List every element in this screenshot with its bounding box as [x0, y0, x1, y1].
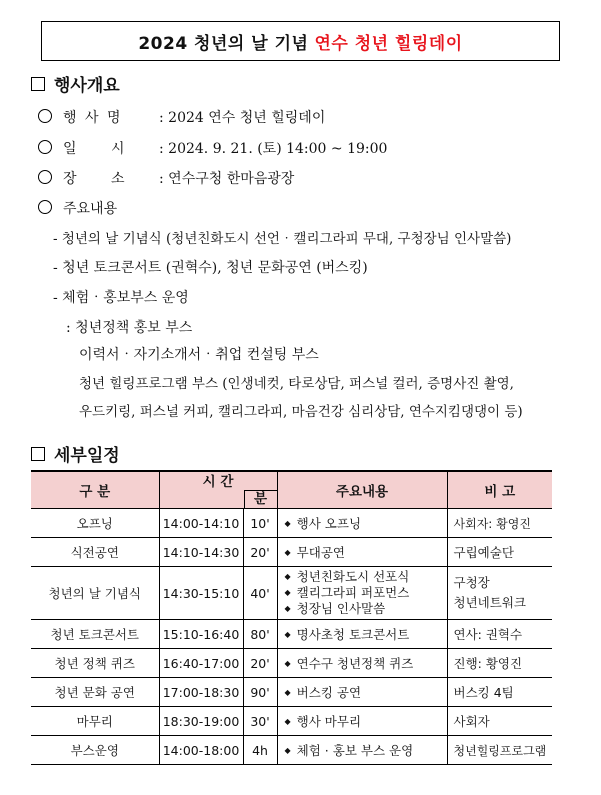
schedule-header-row: [31, 471, 552, 509]
cell-note: [447, 509, 552, 538]
overview-item-content: [38, 198, 117, 218]
cell-minutes: 80': [243, 620, 277, 649]
cell-time: 16:40-17:00: [159, 649, 243, 678]
col-header-minutes: 분: [244, 490, 277, 508]
table-row: [31, 509, 552, 538]
cell-category: 청년 문화 공연: [31, 678, 159, 707]
cell-minutes: 10': [243, 509, 277, 538]
schedule-body: [31, 509, 552, 765]
cell-note: [447, 707, 552, 736]
cell-time: 17:00-18:30: [159, 678, 243, 707]
cell-category: 청년의 날 기념식: [31, 567, 159, 620]
note-line: 연사: 권혁수: [453, 627, 523, 642]
overview-value: : 2024 연수 청년 힐링데이: [159, 110, 326, 126]
circle-bullet-icon: [38, 140, 52, 154]
cell-note: [447, 567, 552, 620]
cell-note: [447, 538, 552, 567]
cell-note: [447, 620, 552, 649]
note-line: 버스킹 4팀: [453, 685, 514, 700]
title-accent: 연수 청년 힐링데이: [314, 33, 463, 54]
cell-category: 식전공연: [31, 538, 159, 567]
col-header-content: 주요내용: [277, 471, 447, 509]
overview-label: 행 사 명: [63, 110, 123, 126]
table-row: [31, 567, 552, 620]
overview-label: 장 소: [63, 171, 125, 187]
content-bullet: ◆ 청년친화도시 선포식: [285, 569, 447, 585]
cell-content: [277, 509, 447, 538]
circle-bullet-icon: [38, 200, 52, 214]
booth-line-healing-cont: 우드키링, 퍼스널 커피, 캘리그라피, 마음건강 심리상담, 연수지킴댕댕이 등): [79, 404, 523, 420]
section-schedule-title: 세부일정: [54, 446, 120, 466]
cell-content: [277, 736, 447, 765]
note-line: 구립예술단: [453, 545, 514, 560]
table-row: [31, 538, 552, 567]
table-row: [31, 678, 552, 707]
cell-time: 18:30-19:00: [159, 707, 243, 736]
note-line: 사회자: 황영진: [453, 516, 531, 531]
cell-note: [447, 736, 552, 765]
circle-bullet-icon: [38, 170, 52, 184]
cell-note: [447, 649, 552, 678]
note-line: 사회자: [453, 714, 490, 729]
cell-time: 14:00-18:00: [159, 736, 243, 765]
cell-time: 14:30-15:10: [159, 567, 243, 620]
content-bullet: ◆ 행사 오프닝: [285, 514, 447, 532]
cell-minutes: 20': [243, 538, 277, 567]
col-header-time: [159, 471, 277, 509]
booth-line-healing: 청년 힐링프로그램 부스 (인생네컷, 타로상담, 퍼스널 컬러, 증명사진 촬영,: [79, 376, 514, 392]
cell-content: [277, 567, 447, 620]
cell-minutes: 20': [243, 649, 277, 678]
overview-label: 주요내용: [63, 201, 118, 217]
cell-category: 청년 정책 퀴즈: [31, 649, 159, 678]
cell-category: 부스운영: [31, 736, 159, 765]
document-title: [41, 21, 560, 61]
section-overview-heading: [31, 71, 120, 96]
overview-value: : 연수구청 한마음광장: [159, 171, 295, 187]
section-overview-title: 행사개요: [54, 76, 120, 96]
content-bullet: ◆ 버스킹 공연: [285, 683, 447, 701]
content-bullet: ◆ 체험 · 홍보 부스 운영: [285, 741, 447, 759]
cell-content: [277, 538, 447, 567]
cell-category: 오프닝: [31, 509, 159, 538]
content-bullet: ◆ 캘리그라피 퍼포먼스: [285, 585, 447, 601]
note-line: 청년네트워크: [453, 595, 526, 610]
schedule-table: [31, 470, 552, 765]
cell-minutes: 90': [243, 678, 277, 707]
booth-line-career: 이력서‧자기소개서‧취업 컨설팅 부스: [79, 347, 319, 363]
table-row: [31, 620, 552, 649]
content-dash-ceremony: - 청년의 날 기념식 (청년친화도시 선언‧캘리그라피 무대, 구청장님 인사말씀): [53, 231, 512, 247]
cell-minutes: 40': [243, 567, 277, 620]
cell-time: 15:10-16:40: [159, 620, 243, 649]
overview-item-place: [38, 168, 294, 188]
circle-bullet-icon: [38, 109, 52, 123]
checkbox-square-icon: [31, 447, 45, 461]
cell-content: [277, 620, 447, 649]
content-dash-booth: - 체험‧홍보부스 운영: [53, 290, 189, 306]
content-bullet: ◆ 청장님 인사말씀: [285, 601, 447, 617]
cell-content: [277, 707, 447, 736]
note-line: 청년힐링프로그램: [453, 743, 547, 758]
checkbox-square-icon: [31, 77, 45, 91]
overview-item-date: [38, 138, 387, 158]
booth-line-policy: : 청년정책 홍보 부스: [66, 320, 193, 336]
table-row: [31, 707, 552, 736]
overview-value: : 2024. 9. 21. (토) 14:00 ~ 19:00: [159, 141, 388, 157]
cell-minutes: 30': [243, 707, 277, 736]
content-bullet: ◆ 행사 마무리: [285, 712, 447, 730]
cell-time: 14:10-14:30: [159, 538, 243, 567]
content-dash-concert: - 청년 토크콘서트 (권혁수), 청년 문화공연 (버스킹): [53, 260, 368, 276]
cell-content: [277, 678, 447, 707]
content-bullet: ◆ 무대공연: [285, 543, 447, 561]
cell-category: 청년 토크콘서트: [31, 620, 159, 649]
note-line: 진행: 황영진: [453, 656, 523, 671]
overview-label: 일 시: [63, 141, 125, 157]
col-header-time-label: 시 간: [202, 474, 234, 490]
section-schedule-heading: [31, 441, 120, 466]
table-row: [31, 736, 552, 765]
cell-note: [447, 678, 552, 707]
col-header-category: 구 분: [31, 471, 159, 509]
table-row: [31, 649, 552, 678]
cell-time: 14:00-14:10: [159, 509, 243, 538]
cell-minutes: 4h: [243, 736, 277, 765]
col-header-note: 비 고: [447, 471, 552, 509]
cell-content: [277, 649, 447, 678]
content-bullet: ◆ 연수구 청년정책 퀴즈: [285, 654, 447, 672]
note-line: 구청장: [453, 575, 490, 590]
cell-category: 마무리: [31, 707, 159, 736]
content-bullet: ◆ 명사초청 토크콘서트: [285, 625, 447, 643]
title-prefix: 2024 청년의 날 기념: [138, 33, 309, 54]
overview-item-name: [38, 107, 325, 127]
